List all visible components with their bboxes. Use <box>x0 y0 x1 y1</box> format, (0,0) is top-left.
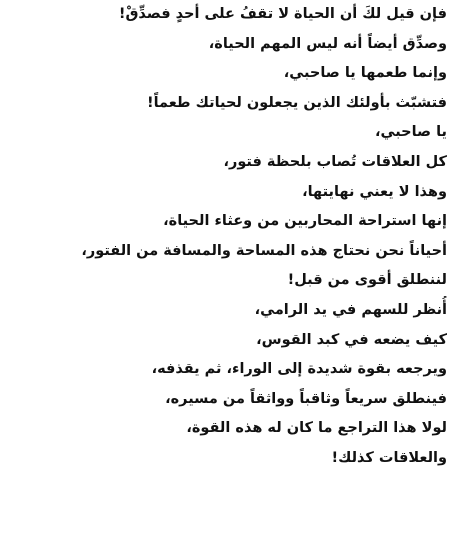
text-line: وصدِّق أيضاً أنه ليس المهم الحياة، <box>208 35 447 52</box>
text-block <box>2 0 447 474</box>
text-line: كيف يضعه في كبد القوس، <box>256 331 447 348</box>
text-line: وإنما طعمها يا صاحبي، <box>283 65 447 82</box>
text-line: ويرجعه بقوة شديدة إلى الوراء، ثم يقذفه، <box>151 361 447 378</box>
text-line: إنها استراحة المحاربين من وعثاء الحياة، <box>163 213 447 230</box>
text-line: كل العلاقات تُصاب بلحظة فتور، <box>223 153 447 170</box>
text-line: وهذا لا يعني نهايتها، <box>302 183 447 200</box>
text-line: يا صاحبي، <box>375 124 447 141</box>
text-line: فينطلق سريعاً وثاقباً وواثقاً من مسيره، <box>165 390 447 407</box>
text-line: فتشبّث بأولئك الذين يجعلون لحياتك طعماً! <box>146 94 447 111</box>
text-line: لولا هذا التراجع ما كان له هذه القوة، <box>186 420 447 437</box>
text-line: لننطلق أقوى من قبل! <box>287 272 447 289</box>
text-line: فإن قيل لكَ أن الحياة لا تقفُ على أحدٍ فصدِّقْ! <box>118 6 447 22</box>
text-line: والعلاقات كذلك! <box>331 449 447 466</box>
text-line: أحياناً نحن نحتاج هذه المساحة والمسافة من الفتور، <box>81 242 447 259</box>
text-line: أُنظر للسهم في يد الرامي، <box>254 301 447 318</box>
